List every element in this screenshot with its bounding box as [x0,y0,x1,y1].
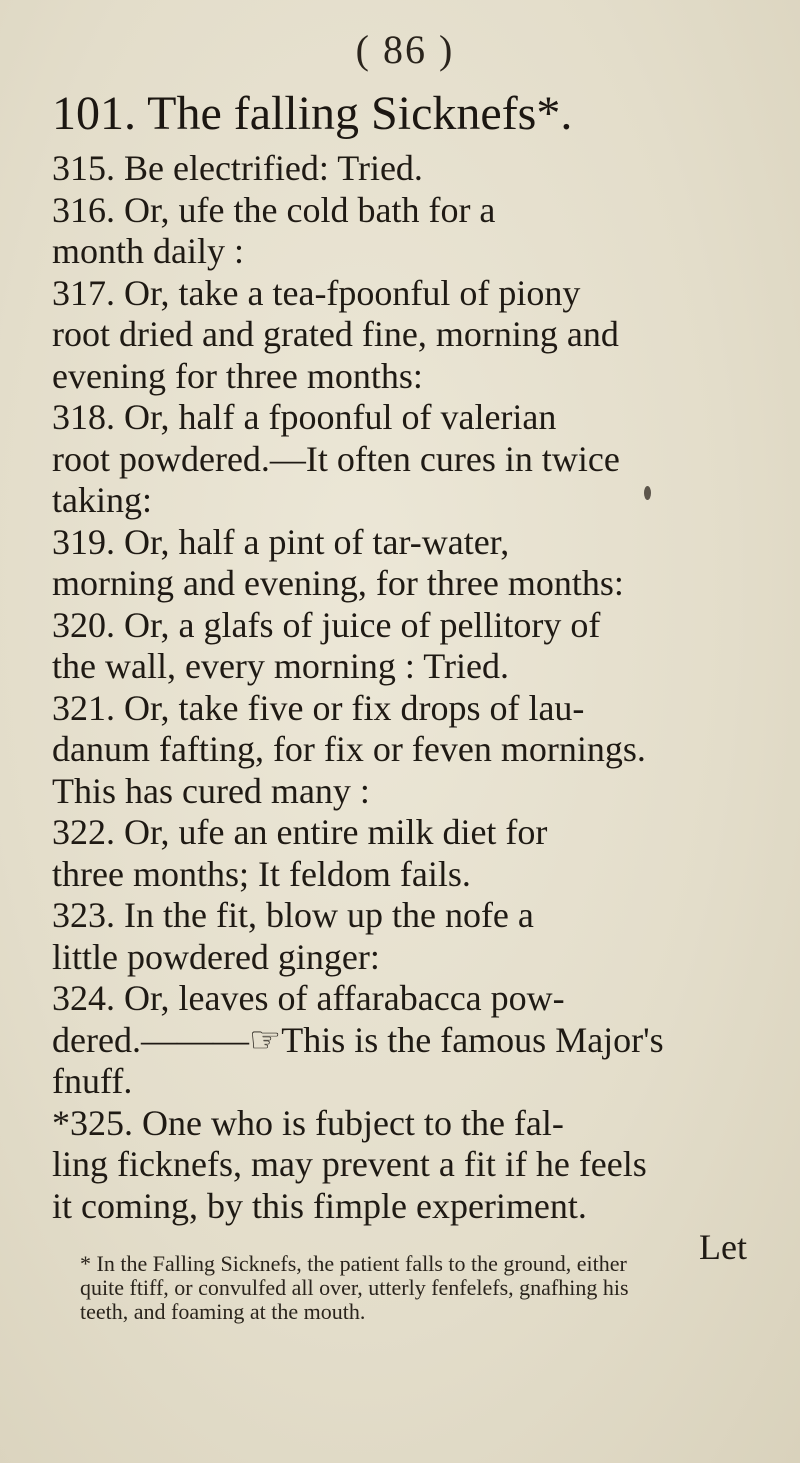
text-line: 320. Or, a glafs of juice of pellitory of [52,604,601,645]
text-line: evening for three months: [52,355,423,396]
footnote-line: * In the Falling Sicknefs, the patient falls to the ground, either [80,1251,627,1276]
text-line: 323. In the fit, blow up the nofe a [52,895,534,935]
text-line: *325. One who is fubject to the fal- [52,1102,564,1143]
text-line: danum fafting, for fix or feven mornings. [52,729,646,769]
footnote-line: quite ftiff, or convulfed all over, utterly fenfelefs, gnafhing his [80,1275,629,1300]
text-line: little powdered ginger: [52,936,380,977]
text-line: three months; It feldom fails. [52,853,471,894]
text-line: 316. Or, ufe the cold bath for a [52,189,496,230]
text-line: the wall, every morning : Tried. [52,646,509,686]
text-line: 319. Or, half a pint of tar-water, [52,521,510,562]
text-line: 324. Or, leaves of affarabacca pow- [52,978,565,1018]
text-line: 321. Or, take five or fix drops of lau- [52,687,585,728]
text-line: taking: [52,480,152,520]
text-line: fnuff. [52,1061,133,1101]
footnote [80,1252,770,1324]
text-line: it coming, by this fimple experiment. [52,1185,587,1226]
footnote-line: teeth, and foaming at the mouth. [80,1299,366,1324]
text-line: morning and evening, for three months: [52,563,624,603]
body-text [52,148,767,1269]
text-line: This has cured many : [52,770,370,811]
text-line: 315. Be electrified: Tried. [52,148,423,188]
text-line: ling ficknefs, may prevent a fit if he feels [52,1144,647,1184]
text-line: root dried and grated fine, morning and [52,314,619,354]
text-line: 317. Or, take a tea-fpoonful of piony [52,272,581,313]
text-line: root powdered.—It often cures in twice [52,438,620,479]
text-line: dered.———☞This is the famous Major's [52,1019,664,1060]
text-line: 318. Or, half a fpoonful of valerian [52,397,557,437]
text-line: 322. Or, ufe an entire milk diet for [52,812,548,852]
ink-blot [644,486,651,500]
catchword: Let [699,1227,747,1267]
text-line: month daily : [52,231,244,271]
page-number: ( 86 ) [355,27,455,72]
section-heading: 101. The falling Sicknefs*. [52,87,573,140]
